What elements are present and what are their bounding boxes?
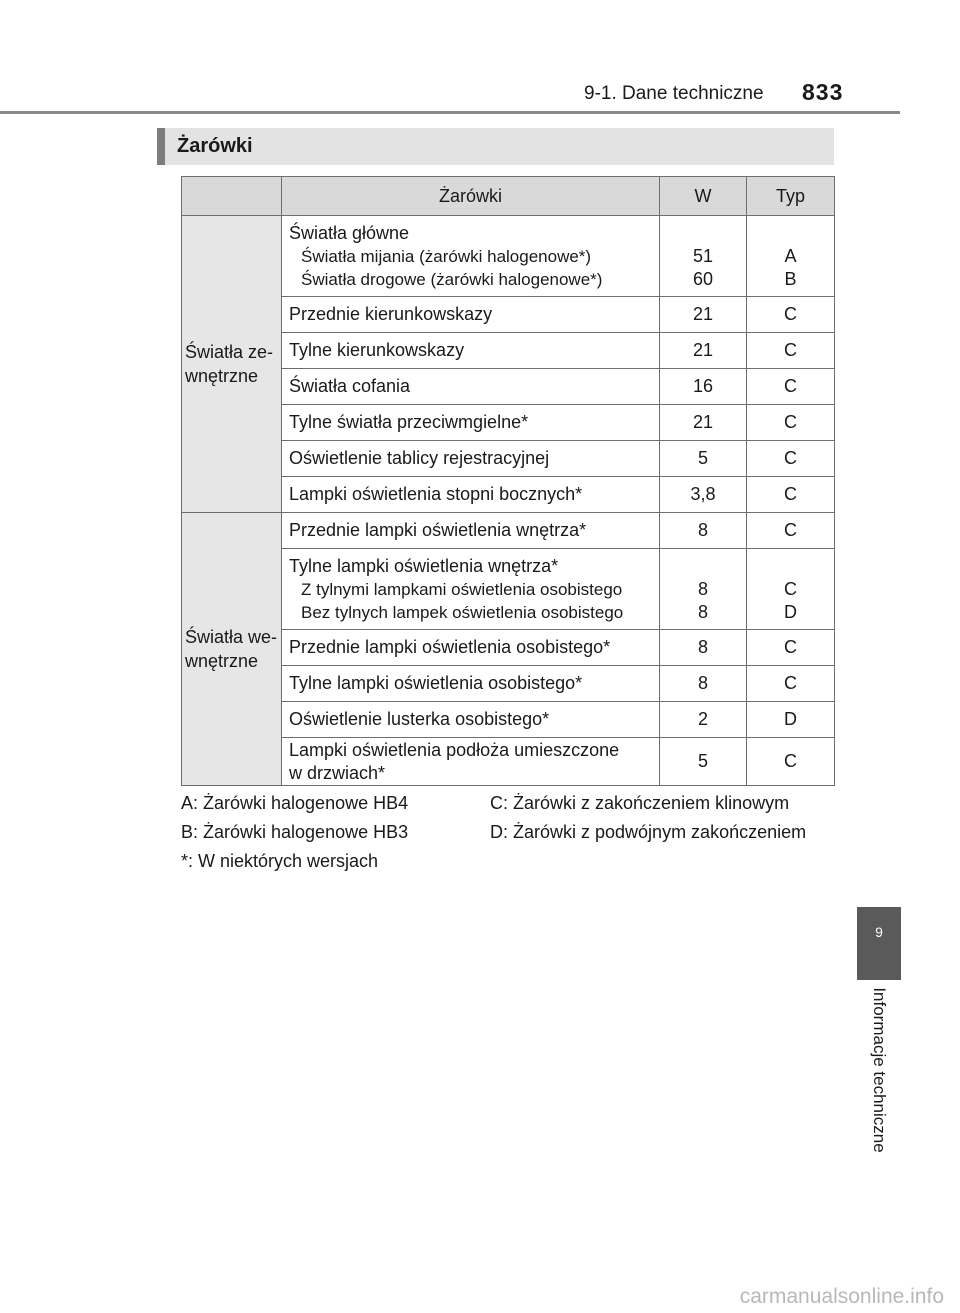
watts-cell <box>660 630 747 666</box>
header-cell-watts: W <box>660 177 747 216</box>
section-title: Żarówki <box>157 128 834 165</box>
bulb-name-cell <box>282 477 660 513</box>
bulb-name: Tylne kierunkowskazy <box>289 340 465 360</box>
table-row <box>182 513 835 549</box>
bulb-sub-item: Światła drogowe (żarówki halogenowe*) <box>301 269 603 289</box>
type-cell <box>747 333 835 369</box>
bulb-name: Przednie lampki oświetlenia osobistego* <box>289 637 611 657</box>
type-cell <box>747 477 835 513</box>
type-cell <box>747 216 835 297</box>
watts-cell <box>660 549 747 630</box>
bulb-name-cell <box>282 513 660 549</box>
type-value: C D <box>784 578 797 622</box>
type-value: C <box>784 376 797 396</box>
bulb-name-cell <box>282 405 660 441</box>
type-cell <box>747 297 835 333</box>
watts-value: 21 <box>692 340 714 360</box>
legend-a: A: Żarówki halogenowe HB4 <box>181 793 409 813</box>
bulb-name-cell <box>282 333 660 369</box>
bulbs-table <box>181 176 835 786</box>
bulb-name: Tylne światła przeciwmgielne* <box>289 412 529 432</box>
type-value: C <box>784 484 797 504</box>
legend-note: *: W niektórych wersjach <box>181 851 379 871</box>
watts-cell <box>660 666 747 702</box>
type-cell <box>747 702 835 738</box>
header-cell-empty <box>182 177 282 216</box>
bulb-name: Przednie lampki oświetlenia wnętrza* <box>289 520 587 540</box>
type-value: C <box>784 520 797 540</box>
legend-b: B: Żarówki halogenowe HB3 <box>181 822 409 842</box>
type-value: C <box>784 673 797 693</box>
bulb-name: Oświetlenie tablicy rejestracyjnej <box>289 448 550 468</box>
group-label: Światła ze- wnętrzne <box>182 216 282 513</box>
bulb-name-cell <box>282 738 660 786</box>
chapter-tab: 9 <box>857 907 901 980</box>
watts-value: 5 <box>697 448 708 468</box>
bulb-name: Tylne lampki oświetlenia wnętrza* <box>289 555 559 576</box>
page-header <box>0 0 900 114</box>
type-cell <box>747 405 835 441</box>
type-value: A B <box>784 245 797 289</box>
watts-cell <box>660 738 747 786</box>
watts-value: 8 <box>697 520 708 540</box>
watts-value: 8 <box>697 673 708 693</box>
type-value: C <box>784 751 797 771</box>
bulb-name-cell <box>282 702 660 738</box>
chapter-title: Informacje techniczne <box>870 987 889 1153</box>
watts-value: 8 <box>697 637 708 657</box>
header-cell-bulbs: Żarówki <box>282 177 660 216</box>
watts-cell <box>660 702 747 738</box>
watts-value: 2 <box>697 709 708 729</box>
watts-value: 21 <box>692 304 714 324</box>
type-value: C <box>784 412 797 432</box>
type-value: C <box>784 448 797 468</box>
watts-cell <box>660 369 747 405</box>
bulb-name-cell <box>282 297 660 333</box>
type-cell <box>747 549 835 630</box>
watts-cell <box>660 333 747 369</box>
watts-value: 16 <box>692 376 714 396</box>
type-cell <box>747 441 835 477</box>
bulb-name: Oświetlenie lusterka osobistego* <box>289 709 550 729</box>
watts-value: 51 60 <box>692 245 714 289</box>
table-row <box>182 216 835 297</box>
bulb-name: Przednie kierunkowskazy <box>289 304 493 324</box>
bulb-name: Tylne lampki oświetlenia osobistego* <box>289 673 583 693</box>
type-value: C <box>784 340 797 360</box>
group-label: Światła we- wnętrzne <box>182 513 282 786</box>
type-cell <box>747 666 835 702</box>
watts-value: 5 <box>697 751 708 771</box>
bulb-name: Światła główne <box>289 222 410 243</box>
bulb-name-cell <box>282 369 660 405</box>
bulb-name: Lampki oświetlenia stopni bocznych* <box>289 484 583 504</box>
section-reference: 9-1. Dane techniczne <box>584 83 764 104</box>
type-cell <box>747 738 835 786</box>
bulb-name-cell <box>282 216 660 297</box>
type-value: D <box>784 709 797 729</box>
legend-c: C: Żarówki z zakończeniem klinowym <box>490 793 790 813</box>
watts-value: 3,8 <box>690 484 716 504</box>
header-cell-type: Typ <box>747 177 835 216</box>
watts-cell <box>660 477 747 513</box>
type-value: C <box>784 637 797 657</box>
watts-value: 21 <box>692 412 714 432</box>
type-cell <box>747 369 835 405</box>
type-value: C <box>784 304 797 324</box>
bulb-sub-item: Światła mijania (żarówki halogenowe*) <box>301 246 592 266</box>
watts-value: 8 8 <box>697 578 708 622</box>
table-body <box>182 216 835 786</box>
watts-cell <box>660 216 747 297</box>
watts-cell <box>660 405 747 441</box>
bulb-name-cell <box>282 441 660 477</box>
type-cell <box>747 630 835 666</box>
watts-cell <box>660 441 747 477</box>
bulb-name-cell <box>282 666 660 702</box>
table-header-row <box>182 177 835 216</box>
bulb-sub-item: Z tylnymi lampkami oświetlenia osobistego <box>301 579 623 599</box>
type-cell <box>747 513 835 549</box>
bulb-name-cell <box>282 630 660 666</box>
watts-cell <box>660 513 747 549</box>
page-number: 833 <box>802 79 844 105</box>
bulb-name: Światła cofania <box>289 376 411 396</box>
bulb-name-cell <box>282 549 660 630</box>
bulb-sub-item: Bez tylnych lampek oświetlenia osobistego <box>301 602 624 622</box>
legend-d: D: Żarówki z podwójnym zakończeniem <box>490 822 807 842</box>
watermark: carmanualsonline.info <box>739 1285 944 1308</box>
watts-cell <box>660 297 747 333</box>
bulb-name: Lampki oświetlenia podłoża umieszczone w drzwiach* <box>289 739 620 783</box>
